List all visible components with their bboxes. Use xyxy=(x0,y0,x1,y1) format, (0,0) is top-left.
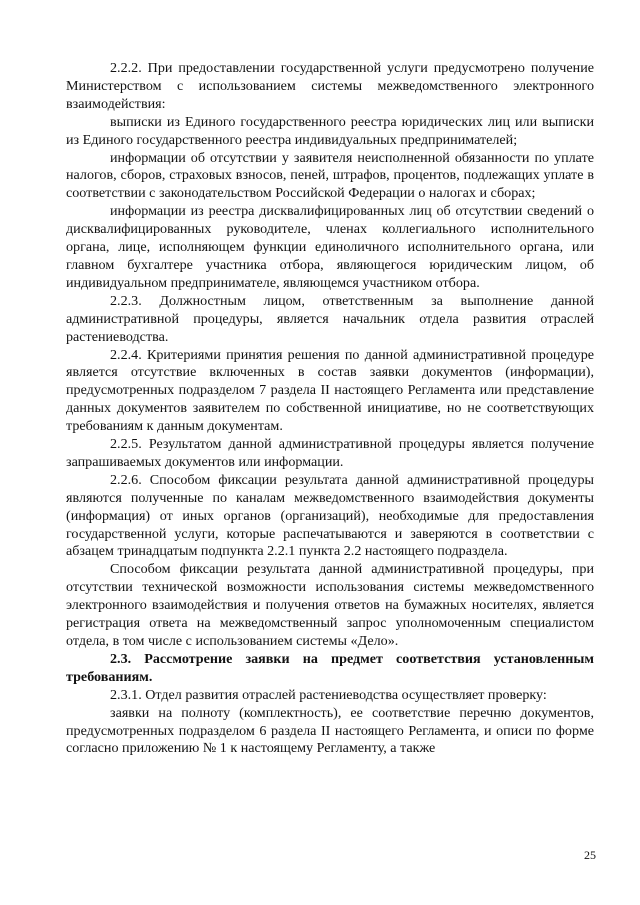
paragraph-2-2-2: 2.2.2. При предоставлении государственной услуги предусмотрено получение Министерством с использованием системы межведомственного электронного взаимодействия: xyxy=(66,60,594,112)
section-heading-2-3: 2.3. Рассмотрение заявки на предмет соответствия установленным требованиям. xyxy=(66,650,594,685)
paragraph-egrul-extract: выписки из Единого государственного реестра юридических лиц или выписки из Единого государственного реестра индивидуальных предпринимателей; xyxy=(66,113,594,148)
document-body xyxy=(66,60,594,758)
paragraph-disqualified-registry: информации из реестра дисквалифицированных лиц об отсутствии сведений о дисквалифицированных руководителе, членах коллегиального исполнительного органа, лице, исполняющем функции единоличного исполнительного органа, или главном бухгалтере участника отбора, являющегося юридическим лицом, об индивидуальном предпринимателе, являющемся участником отбора. xyxy=(66,203,594,291)
paragraph-2-2-6: 2.2.6. Способом фиксации результата данной административной процедуры являются полученные по каналам межведомственного взаимодействия документы (информация) от иных органов (организаций), необходимые для предоставления государственной услуги, которые распечатываются и заверяются в соответствии с абзацем тринадцатым подпункта 2.2.1 пункта 2.2 настоящего подраздела. xyxy=(66,471,594,560)
paragraph-2-2-4: 2.2.4. Критериями принятия решения по данной административной процедуре является отсутствие включенных в состав заявки документов (информации), предусмотренных подразделом 7 раздела II настоящего Регламента или представление данных документов заявителем по собственной инициативе, но не соответствующих требованиям к данным документам. xyxy=(66,346,594,435)
paragraph-2-3-1: 2.3.1. Отдел развития отраслей растениеводства осуществляет проверку: xyxy=(110,686,547,703)
paragraph-completeness-check: заявки на полноту (комплектность), ее соответствие перечню документов, предусмотренных подразделом 6 раздела II настоящего Регламента, и описи по форме согласно приложению № 1 к настоящему Регламенту, а также xyxy=(66,704,594,757)
paragraph-fixation-method: Способом фиксации результата данной административной процедуры, при отсутствии технической возможности использования системы межведомственного электронного взаимодействия и получения ответов на бумажных носителях, является регистрация ответа на межведомственный запрос уполномоченным специалистом отдела, в том числе с использованием системы «Дело». xyxy=(66,561,594,649)
page-number: 25 xyxy=(584,848,596,862)
paragraph-2-2-3: 2.2.3. Должностным лицом, ответственным за выполнение данной административной процедуры, является начальник отдела развития отраслей растениеводства. xyxy=(66,292,594,345)
paragraph-tax-info: информации об отсутствии у заявителя неисполненной обязанности по уплате налогов, сборов, страховых взносов, пеней, штрафов, процентов, подлежащих уплате в соответствии с законодательством Российской Федерации о налогах и сборах; xyxy=(66,149,594,202)
paragraph-2-2-5: 2.2.5. Результатом данной административной процедуры является получение запрашиваемых документов или информации. xyxy=(66,436,594,470)
